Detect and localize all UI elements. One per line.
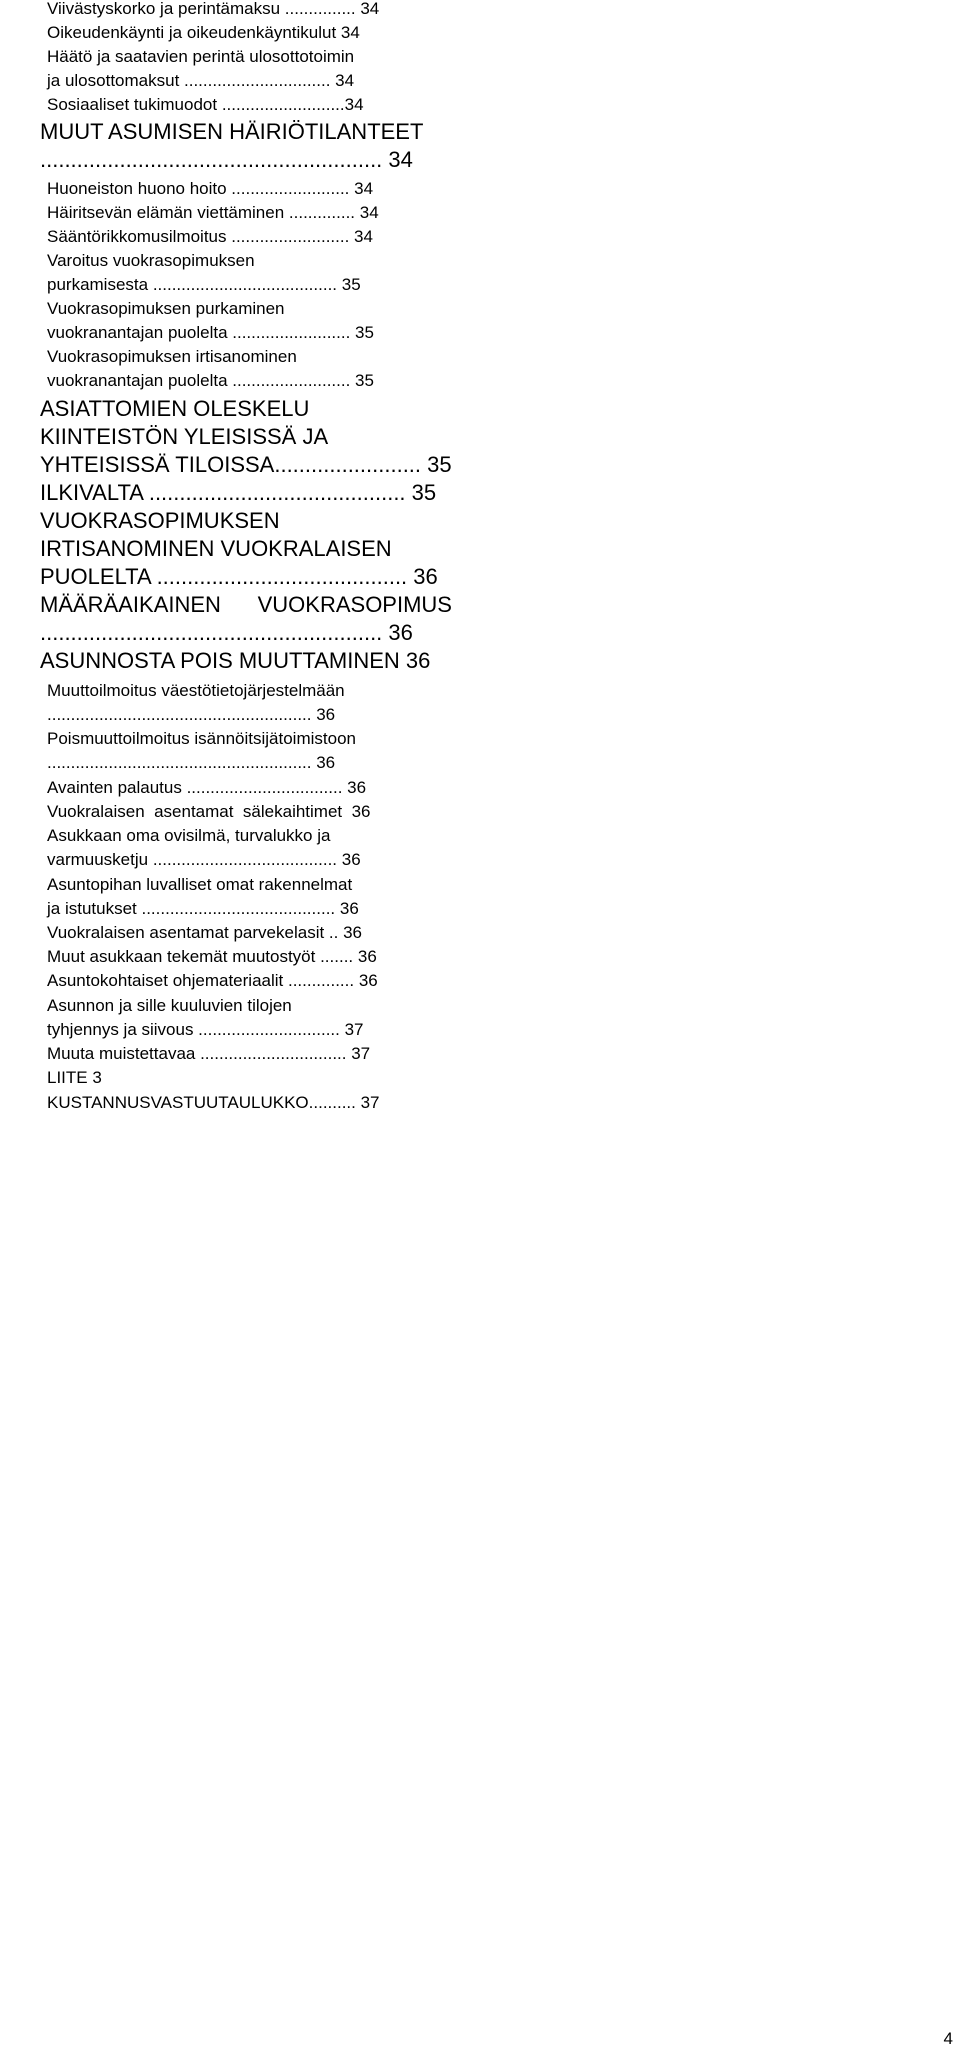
toc-entry: Häätö ja saatavien perintä ulosottotoimin: [47, 47, 355, 66]
toc-section-heading: ........................................................ 36: [40, 620, 413, 645]
toc-entry: Viivästyskorko ja perintämaksu ............... 34: [47, 0, 380, 18]
toc-entry: ........................................................ 36: [47, 753, 336, 772]
toc-entry: ja istutukset ......................................... 36: [47, 899, 359, 918]
toc-entry: Asuntokohtaiset ohjemateriaalit .............. 36: [47, 971, 378, 990]
toc-entry: Asuntopihan luvalliset omat rakennelmat: [47, 875, 353, 894]
toc-entry: Vuokrasopimuksen irtisanominen: [47, 347, 297, 366]
toc-section-heading: ASIATTOMIEN OLESKELU: [40, 396, 310, 421]
page-number: 4: [943, 2029, 953, 2048]
toc-section-heading: KIINTEISTÖN YLEISISSÄ JA: [40, 424, 329, 449]
toc-section-heading: PUOLELTA ......................................... 36: [40, 564, 438, 589]
toc-entry: Muut asukkaan tekemät muutostyöt ....... 36: [47, 947, 377, 966]
toc-entry: Muuta muistettavaa ............................... 37: [47, 1044, 371, 1063]
toc-entry: ........................................................ 36: [47, 705, 336, 724]
toc-entry: Asukkaan oma ovisilmä, turvalukko ja: [47, 826, 331, 845]
toc-entry: Oikeudenkäynti ja oikeudenkäyntikulut 34: [47, 23, 360, 42]
toc-entry: Poismuuttoilmoitus isännöitsijätoimistoon: [47, 729, 356, 748]
toc-entry: Vuokralaisen asentamat parvekelasit .. 36: [47, 923, 362, 942]
toc-section-heading: MÄÄRÄAIKAINEN VUOKRASOPIMUS: [40, 592, 452, 617]
toc-section-heading: VUOKRASOPIMUKSEN: [40, 508, 280, 533]
toc-entry: Vuokrasopimuksen purkaminen: [47, 299, 285, 318]
toc-entry: Häiritsevän elämän viettäminen .............. 34: [47, 203, 379, 222]
toc-entry: varmuusketju ....................................... 36: [47, 850, 361, 869]
toc-entry: Varoitus vuokrasopimuksen: [47, 251, 255, 270]
toc-section-heading: ILKIVALTA .......................................... 35: [40, 480, 437, 505]
toc-entry: Vuokralaisen asentamat sälekaihtimet 36: [47, 802, 371, 821]
toc-entry: tyhjennys ja siivous .............................. 37: [47, 1020, 364, 1039]
toc-section-heading: ........................................................ 34: [40, 147, 413, 172]
toc-entry: Muuttoilmoitus väestötietojärjestelmään: [47, 681, 345, 700]
toc-section-heading: ASUNNOSTA POIS MUUTTAMINEN 36: [40, 648, 431, 673]
toc-entry: KUSTANNUSVASTUUTAULUKKO.......... 37: [47, 1093, 380, 1112]
toc-entry: vuokranantajan puolelta ......................... 35: [47, 371, 374, 390]
toc-section-heading: YHTEISISSÄ TILOISSA........................ 35: [40, 452, 452, 477]
toc-section-heading: IRTISANOMINEN VUOKRALAISEN: [40, 536, 392, 561]
toc-entry: ja ulosottomaksut ............................... 34: [47, 71, 355, 90]
toc-entry: Sosiaaliset tukimuodot ..........................34: [47, 95, 364, 114]
toc-entry: Sääntörikkomusilmoitus ......................... 34: [47, 227, 373, 246]
toc-entry: purkamisesta ....................................... 35: [47, 275, 361, 294]
toc-entry: LIITE 3: [47, 1068, 102, 1087]
toc-entry: Avainten palautus ................................. 36: [47, 778, 367, 797]
toc-section-heading: MUUT ASUMISEN HÄIRIÖTILANTEET: [40, 119, 424, 144]
toc-entry: vuokranantajan puolelta ......................... 35: [47, 323, 374, 342]
toc-entry: Asunnon ja sille kuuluvien tilojen: [47, 996, 292, 1015]
toc-entry: Huoneiston huono hoito ......................... 34: [47, 179, 374, 198]
